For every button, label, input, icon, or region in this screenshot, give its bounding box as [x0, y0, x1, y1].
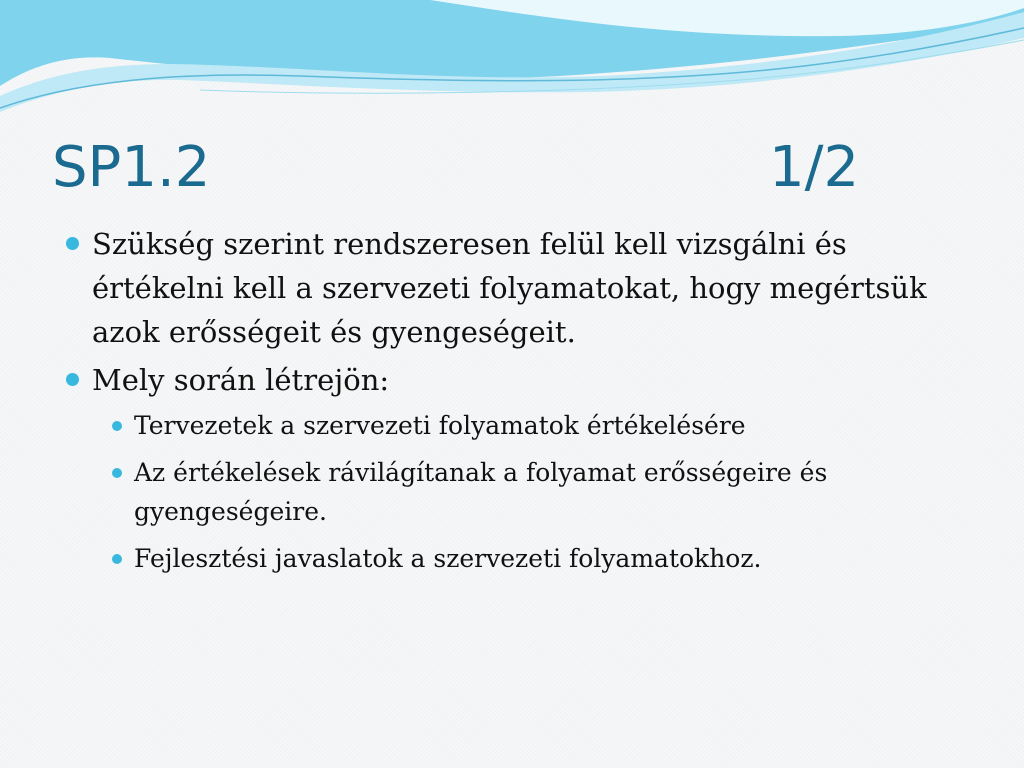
slide-title: SP1.2	[52, 135, 211, 200]
bullet-dot-icon	[66, 237, 79, 250]
title-row	[52, 132, 952, 204]
sub-bullet-item	[108, 453, 964, 531]
bullet-list	[64, 222, 964, 586]
sub-bullet-item	[108, 539, 964, 578]
bullet-item	[64, 358, 964, 402]
wave-decoration	[0, 0, 1024, 130]
bullet-text: Mely során létrejön:	[92, 363, 390, 397]
bullet-dot-icon	[112, 421, 122, 431]
bullet-dot-icon	[112, 554, 122, 564]
sub-bullet-text: Az értékelések rávilágítanak a folyamat erősségeire és gyengeségeire.	[134, 458, 828, 526]
sub-bullet-item	[108, 406, 964, 445]
bullet-item	[64, 222, 964, 354]
bullet-dot-icon	[112, 468, 122, 478]
page-indicator: 1/2	[769, 135, 860, 200]
bullet-text: Szükség szerint rendszeresen felül kell vizsgálni és értékelni kell a szervezeti folyamatokat, hogy megértsük azok erősségeit és gyengeségeit.	[92, 227, 927, 349]
sub-bullet-text: Fejlesztési javaslatok a szervezeti folyamatokhoz.	[134, 544, 762, 573]
sub-bullet-text: Tervezetek a szervezeti folyamatok értékelésére	[134, 411, 746, 440]
bullet-dot-icon	[66, 373, 79, 386]
